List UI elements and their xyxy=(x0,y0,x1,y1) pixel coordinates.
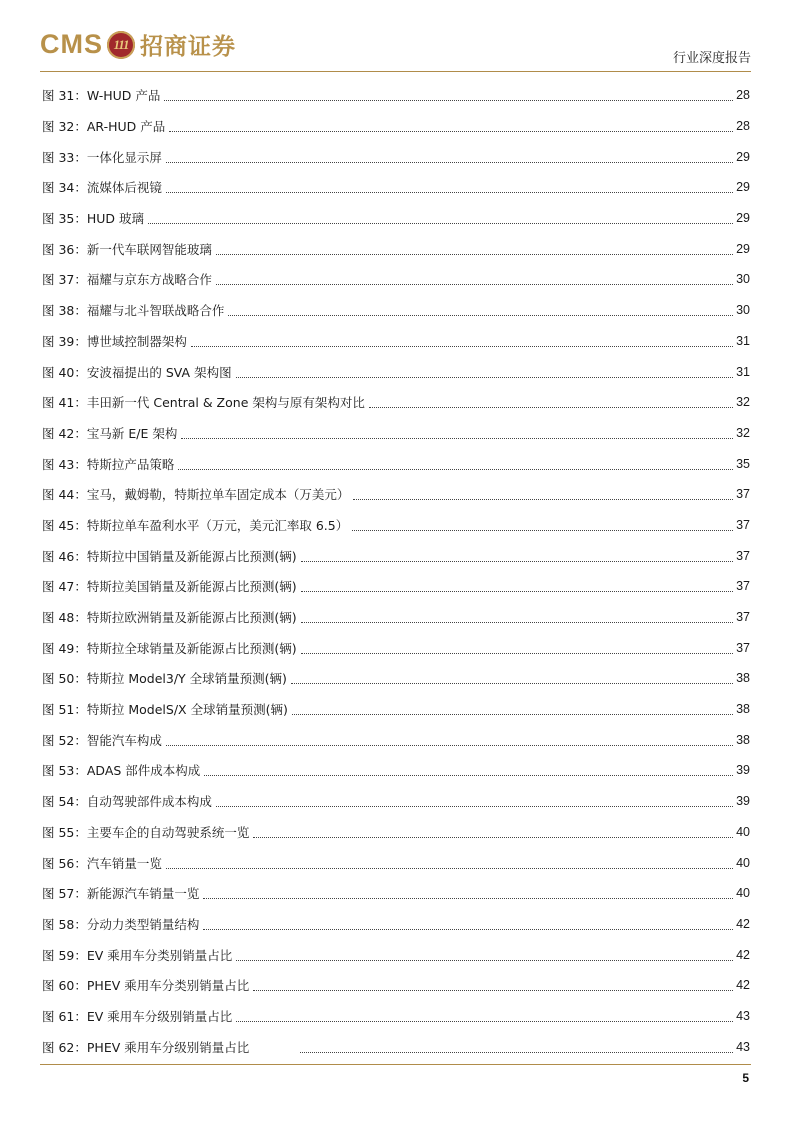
toc-entry-page[interactable]: 43 xyxy=(736,1039,750,1054)
figure-table-of-contents xyxy=(42,80,750,1062)
toc-entry-page[interactable]: 31 xyxy=(736,364,750,379)
toc-entry-label[interactable]: 图 55：主要车企的自动驾驶系统一览 xyxy=(42,824,250,840)
toc-dot-leader xyxy=(301,609,733,623)
toc-dot-leader xyxy=(148,210,733,224)
toc-entry-page[interactable]: 37 xyxy=(736,517,750,532)
toc-dot-leader xyxy=(204,762,733,776)
toc-entry-page[interactable]: 42 xyxy=(736,947,750,962)
toc-entry-label[interactable]: 图 43：特斯拉产品策略 xyxy=(42,456,175,472)
toc-dot-leader xyxy=(166,149,733,163)
toc-entry[interactable] xyxy=(42,663,750,694)
toc-dot-leader xyxy=(166,732,733,746)
toc-entry[interactable] xyxy=(42,817,750,848)
toc-entry[interactable] xyxy=(42,172,750,203)
toc-entry[interactable] xyxy=(42,602,750,633)
toc-entry-page[interactable]: 29 xyxy=(736,180,750,195)
toc-entry-page[interactable]: 32 xyxy=(736,425,750,440)
toc-entry[interactable] xyxy=(42,510,750,541)
toc-entry[interactable] xyxy=(42,632,750,663)
toc-entry-label[interactable]: 图 59：EV 乘用车分类别销量占比 xyxy=(42,947,233,963)
toc-entry[interactable] xyxy=(42,418,750,449)
toc-entry[interactable] xyxy=(42,571,750,602)
toc-entry-page[interactable]: 42 xyxy=(736,916,750,931)
toc-dot-leader xyxy=(216,271,733,285)
logo-emblem-icon xyxy=(107,31,135,59)
toc-dot-leader xyxy=(164,87,733,101)
toc-dot-leader xyxy=(301,640,733,654)
page-number: 5 xyxy=(742,1071,749,1085)
toc-entry[interactable] xyxy=(42,356,750,387)
toc-dot-leader xyxy=(236,947,733,961)
toc-entry-label[interactable]: 图 51：特斯拉 ModelS/X 全球销量预测(辆) xyxy=(42,702,288,718)
toc-entry-page[interactable]: 37 xyxy=(736,579,750,594)
toc-entry-label[interactable]: 图 49：特斯拉全球销量及新能源占比预测(辆) xyxy=(42,640,297,656)
toc-entry-page[interactable]: 38 xyxy=(736,732,750,747)
toc-entry-label[interactable]: 图 48：特斯拉欧洲销量及新能源占比预测(辆) xyxy=(42,610,297,626)
toc-entry[interactable] xyxy=(42,970,750,1001)
logo-emblem-text: 111 xyxy=(113,36,129,52)
toc-entry[interactable] xyxy=(42,295,750,326)
toc-entry[interactable] xyxy=(42,909,750,940)
toc-dot-leader xyxy=(292,701,733,715)
toc-entry-label[interactable]: 图 40：安波福提出的 SVA 架构图 xyxy=(42,364,232,380)
toc-entry-label[interactable]: 图 58：分动力类型销量结构 xyxy=(42,916,200,932)
toc-entry-page[interactable]: 28 xyxy=(736,119,750,134)
toc-dot-leader xyxy=(369,394,733,408)
company-logo xyxy=(40,28,236,61)
toc-dot-leader xyxy=(301,548,733,562)
toc-entry-page[interactable]: 35 xyxy=(736,456,750,471)
toc-entry-label[interactable]: 图 31：W-HUD 产品 xyxy=(42,88,161,104)
toc-dot-leader xyxy=(166,855,733,869)
toc-entry-label[interactable]: 图 45：特斯拉单车盈利水平（万元，美元汇率取 6.5） xyxy=(42,517,349,533)
toc-entry-label[interactable]: 图 42：宝马新 E/E 架构 xyxy=(42,425,178,441)
toc-entry-page[interactable]: 40 xyxy=(736,855,750,870)
toc-entry-label[interactable]: 图 53：ADAS 部件成本构成 xyxy=(42,763,201,779)
toc-dot-leader xyxy=(236,1008,733,1022)
toc-entry-page[interactable]: 30 xyxy=(736,303,750,318)
toc-entry-label[interactable]: 图 35：HUD 玻璃 xyxy=(42,211,145,227)
footer-divider xyxy=(40,1064,751,1065)
toc-dot-leader xyxy=(352,517,733,531)
toc-entry-label[interactable]: 图 54：自动驾驶部件成本构成 xyxy=(42,794,212,810)
toc-dot-leader xyxy=(300,1039,733,1053)
toc-entry-page[interactable]: 39 xyxy=(736,794,750,809)
toc-entry-label[interactable]: 图 56：汽车销量一览 xyxy=(42,855,162,871)
logo-latin-text: CMS xyxy=(40,29,103,59)
toc-entry-label[interactable]: 图 50：特斯拉 Model3/Y 全球销量预测(辆) xyxy=(42,671,287,687)
toc-entry[interactable] xyxy=(42,479,750,510)
toc-dot-leader xyxy=(216,241,733,255)
toc-entry-label[interactable]: 图 46：特斯拉中国销量及新能源占比预测(辆) xyxy=(42,548,297,564)
toc-entry-label[interactable]: 图 41：丰田新一代 Central & Zone 架构与原有架构对比 xyxy=(42,395,365,411)
toc-entry-page[interactable]: 38 xyxy=(736,702,750,717)
toc-entry[interactable] xyxy=(42,326,750,357)
toc-entry[interactable] xyxy=(42,939,750,970)
toc-entry-label[interactable]: 图 38：福耀与北斗智联战略合作 xyxy=(42,303,225,319)
toc-entry[interactable] xyxy=(42,387,750,418)
toc-entry[interactable] xyxy=(42,724,750,755)
toc-entry[interactable] xyxy=(42,448,750,479)
toc-dot-leader xyxy=(301,578,733,592)
toc-entry[interactable] xyxy=(42,755,750,786)
toc-entry-label[interactable]: 图 36：新一代车联网智能玻璃 xyxy=(42,241,212,257)
toc-entry-page[interactable]: 37 xyxy=(736,610,750,625)
toc-entry[interactable] xyxy=(42,847,750,878)
toc-entry[interactable] xyxy=(42,1031,750,1062)
toc-entry[interactable] xyxy=(42,233,750,264)
toc-dot-leader xyxy=(181,425,733,439)
toc-entry-label[interactable]: 图 33：一体化显示屏 xyxy=(42,149,162,165)
toc-dot-leader xyxy=(178,456,733,470)
toc-entry-label[interactable]: 图 47：特斯拉美国销量及新能源占比预测(辆) xyxy=(42,579,297,595)
toc-entry[interactable] xyxy=(42,264,750,295)
toc-entry-label[interactable]: 图 52：智能汽车构成 xyxy=(42,732,162,748)
toc-entry-page[interactable]: 40 xyxy=(736,886,750,901)
toc-entry[interactable] xyxy=(42,878,750,909)
toc-dot-leader xyxy=(236,364,734,378)
toc-entry[interactable] xyxy=(42,694,750,725)
toc-entry[interactable] xyxy=(42,786,750,817)
toc-entry[interactable] xyxy=(42,203,750,234)
toc-entry-page[interactable]: 29 xyxy=(736,211,750,226)
toc-entry-page[interactable]: 30 xyxy=(736,272,750,287)
toc-dot-leader xyxy=(253,977,733,991)
toc-dot-leader xyxy=(203,885,733,899)
toc-entry-page[interactable]: 37 xyxy=(736,640,750,655)
toc-entry-label[interactable]: 图 61：EV 乘用车分级别销量占比 xyxy=(42,1008,233,1024)
toc-entry-page[interactable]: 42 xyxy=(736,978,750,993)
toc-entry-page[interactable]: 43 xyxy=(736,1008,750,1023)
toc-entry-page[interactable]: 37 xyxy=(736,548,750,563)
toc-dot-leader xyxy=(166,179,733,193)
toc-entry-page[interactable]: 38 xyxy=(736,671,750,686)
toc-dot-leader xyxy=(169,118,733,132)
toc-entry-page[interactable]: 28 xyxy=(736,88,750,103)
logo-chinese-text: 招商证券 xyxy=(140,34,236,60)
toc-dot-leader xyxy=(353,486,733,500)
toc-dot-leader xyxy=(191,333,733,347)
toc-entry[interactable] xyxy=(42,111,750,142)
page-header xyxy=(0,0,793,72)
toc-entry-label[interactable]: 图 60：PHEV 乘用车分类别销量占比 xyxy=(42,978,250,994)
toc-entry-label[interactable]: 图 32：AR-HUD 产品 xyxy=(42,119,166,135)
header-divider xyxy=(40,71,751,72)
toc-entry[interactable] xyxy=(42,1001,750,1032)
toc-entry-label[interactable]: 图 44：宝马，戴姆勒，特斯拉单车固定成本（万美元） xyxy=(42,487,350,503)
toc-dot-leader xyxy=(291,670,733,684)
toc-entry-label[interactable]: 图 57：新能源汽车销量一览 xyxy=(42,886,200,902)
toc-dot-leader xyxy=(228,302,733,316)
toc-entry-label[interactable]: 图 34：流媒体后视镜 xyxy=(42,180,162,196)
report-type: 行业深度报告 xyxy=(672,51,751,66)
toc-entry-label[interactable]: 图 39：博世域控制器架构 xyxy=(42,333,187,349)
toc-entry[interactable] xyxy=(42,540,750,571)
toc-dot-leader xyxy=(203,916,733,930)
toc-entry-page[interactable]: 31 xyxy=(736,333,750,348)
toc-dot-leader xyxy=(253,824,733,838)
toc-entry-label[interactable]: 图 37：福耀与京东方战略合作 xyxy=(42,272,212,288)
toc-entry[interactable] xyxy=(42,141,750,172)
toc-entry-label[interactable]: 图 62：PHEV 乘用车分级别销量占比 xyxy=(42,1039,250,1055)
toc-entry-page[interactable]: 29 xyxy=(736,149,750,164)
toc-entry-page[interactable]: 29 xyxy=(736,241,750,256)
toc-entry-page[interactable]: 39 xyxy=(736,763,750,778)
toc-entry-page[interactable]: 32 xyxy=(736,395,750,410)
toc-entry-page[interactable]: 40 xyxy=(736,824,750,839)
toc-dot-leader xyxy=(216,793,733,807)
toc-entry[interactable] xyxy=(42,80,750,111)
toc-entry-page[interactable]: 37 xyxy=(736,487,750,502)
